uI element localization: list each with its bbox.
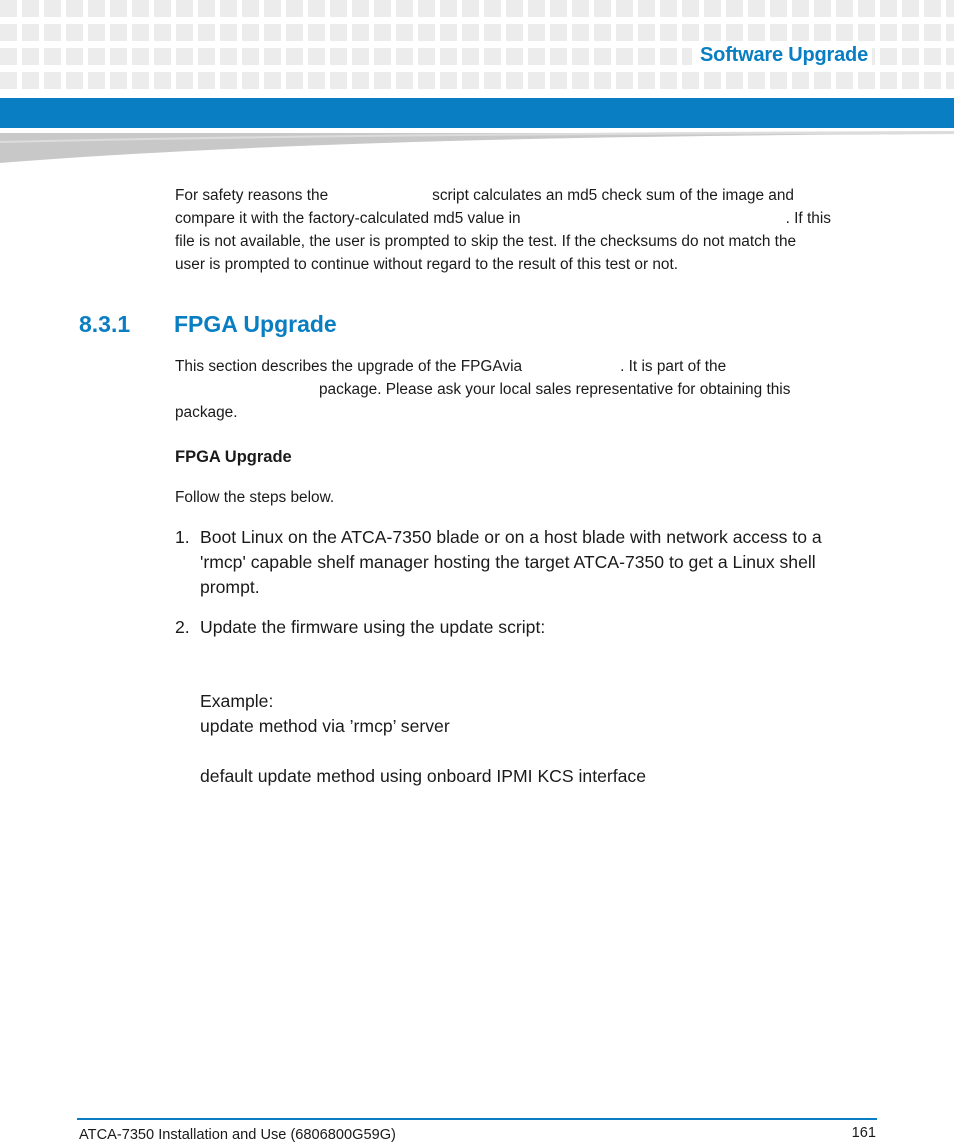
intro-line-2-start: compare it with the factory-calculated md5 value in — [175, 210, 521, 227]
desc-line-1-start: This section describes the upgrade of the FPGAvia — [175, 358, 523, 375]
procedure-step-1 — [175, 525, 865, 600]
procedure-intro: Follow the steps below. — [175, 489, 335, 506]
running-header-title: Software Upgrade — [692, 44, 872, 69]
section-title: FPGA Upgrade — [174, 311, 337, 337]
intro-paragraph — [175, 184, 880, 276]
header-blue-band — [0, 98, 954, 128]
footer-document-title: ATCA-7350 Installation and Use (6806800G59G) — [79, 1127, 396, 1143]
step-number: 1. — [175, 527, 190, 547]
section-number: 8.3.1 — [79, 311, 131, 337]
intro-line-4: user is prompted to continue without regard to the result of this test or not. — [175, 256, 679, 273]
intro-line-1 — [175, 184, 880, 207]
footer-rule — [77, 1118, 877, 1120]
example-line-kcs: default update method using onboard IPMI KCS interface — [200, 766, 646, 786]
header-gray-swoosh — [0, 131, 954, 163]
procedure-step-2 — [175, 615, 865, 640]
desc-line-3: package. — [175, 404, 238, 421]
step-text: Update the firmware using the update script: — [200, 617, 546, 637]
desc-line-2-text: package. Please ask your local sales representative for obtaining this — [319, 381, 791, 398]
section-heading — [79, 311, 337, 338]
intro-line-2 — [175, 207, 880, 230]
step-text: Boot Linux on the ATCA-7350 blade or on a host blade with network access to a 'rmcp' capable shelf manager hosting the target ATCA-7350 to get a Linux shell prompt. — [200, 527, 822, 597]
desc-line-1 — [175, 355, 880, 378]
desc-line-1-end: . It is part of the — [620, 358, 727, 375]
example-line-rmcp: update method via ’rmcp’ server — [200, 716, 450, 736]
procedure-heading: FPGA Upgrade — [175, 448, 292, 466]
intro-line-3: file is not available, the user is prompted to skip the test. If the checksums do not match the — [175, 233, 797, 250]
desc-line-2 — [175, 378, 880, 401]
step-number: 2. — [175, 617, 190, 637]
intro-line-1-start: For safety reasons the — [175, 187, 329, 204]
footer-page-number: 161 — [851, 1125, 876, 1141]
example-label: Example: — [200, 691, 274, 711]
section-description — [175, 355, 880, 424]
intro-line-2-end: . If this — [785, 210, 831, 227]
intro-line-1-end: script calculates an md5 check sum of the image and — [432, 187, 794, 204]
